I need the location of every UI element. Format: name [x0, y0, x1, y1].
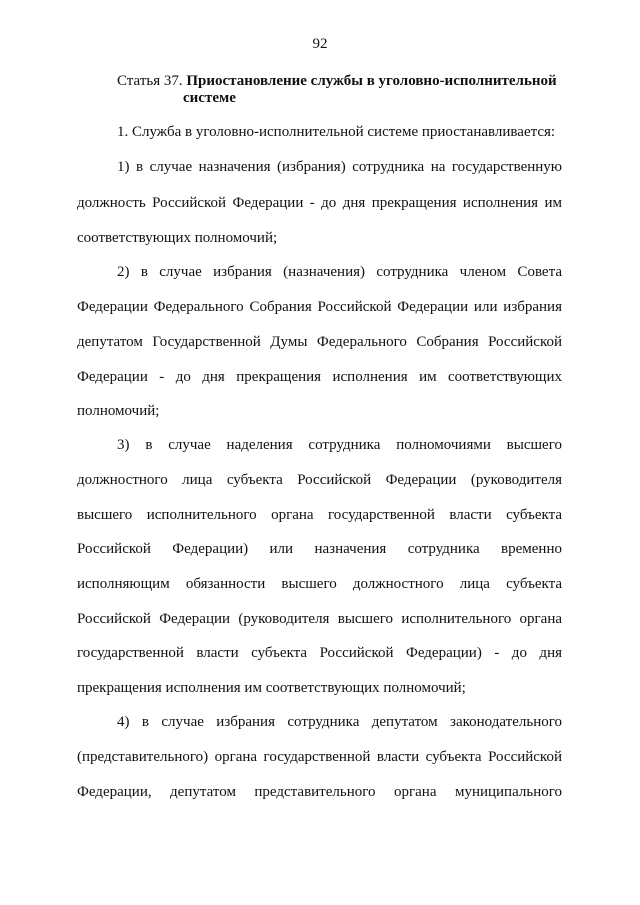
article-title-line2: системе — [183, 90, 236, 106]
page-number: 92 — [312, 36, 328, 52]
text-line: соответствующих полномочий; — [77, 230, 278, 246]
text-line: должность Российской Федерации - до дня прекращения исполнения им — [77, 195, 562, 211]
text-line: (представительного) органа государственной власти субъекта Российской — [77, 749, 562, 765]
text-line: Федерации - до дня прекращения исполнения им соответствующих — [77, 369, 562, 385]
text-line: 4) в случае избрания сотрудника депутатом законодательного — [117, 714, 562, 730]
text-line: 3) в случае наделения сотрудника полномочиями высшего — [117, 437, 562, 453]
text-line: Российской Федерации) или назначения сотрудника временно — [77, 541, 562, 557]
article-title-line1: Приостановление службы в уголовно-исполнительной — [186, 73, 557, 89]
text-line: 2) в случае избрания (назначения) сотрудника членом Совета — [117, 264, 562, 280]
text-line: Федерации, депутатом представительного органа муниципального — [77, 784, 562, 800]
text-line: 1. Служба в уголовно-исполнительной системе приостанавливается: — [117, 124, 556, 140]
text-line: исполняющим обязанности высшего должностного лица субъекта — [77, 576, 562, 592]
article-heading — [117, 73, 577, 107]
text-line: высшего исполнительного органа государственной власти субъекта — [77, 507, 562, 523]
article-prefix: Статья 37. — [117, 73, 183, 89]
text-line: Федерации Федерального Собрания Российской Федерации или избрания — [77, 299, 562, 315]
text-line: депутатом Государственной Думы Федерального Собрания Российской — [77, 334, 562, 350]
text-line: 1) в случае назначения (избрания) сотрудника на государственную — [117, 159, 562, 175]
text-line: государственной власти субъекта Российской Федерации) - до дня — [77, 645, 562, 661]
text-line: Российской Федерации (руководителя высшего исполнительного органа — [77, 611, 562, 627]
text-line: прекращения исполнения им соответствующих полномочий; — [77, 680, 466, 696]
text-line: должностного лица субъекта Российской Федерации (руководителя — [77, 472, 562, 488]
text-line: полномочий; — [77, 403, 160, 419]
